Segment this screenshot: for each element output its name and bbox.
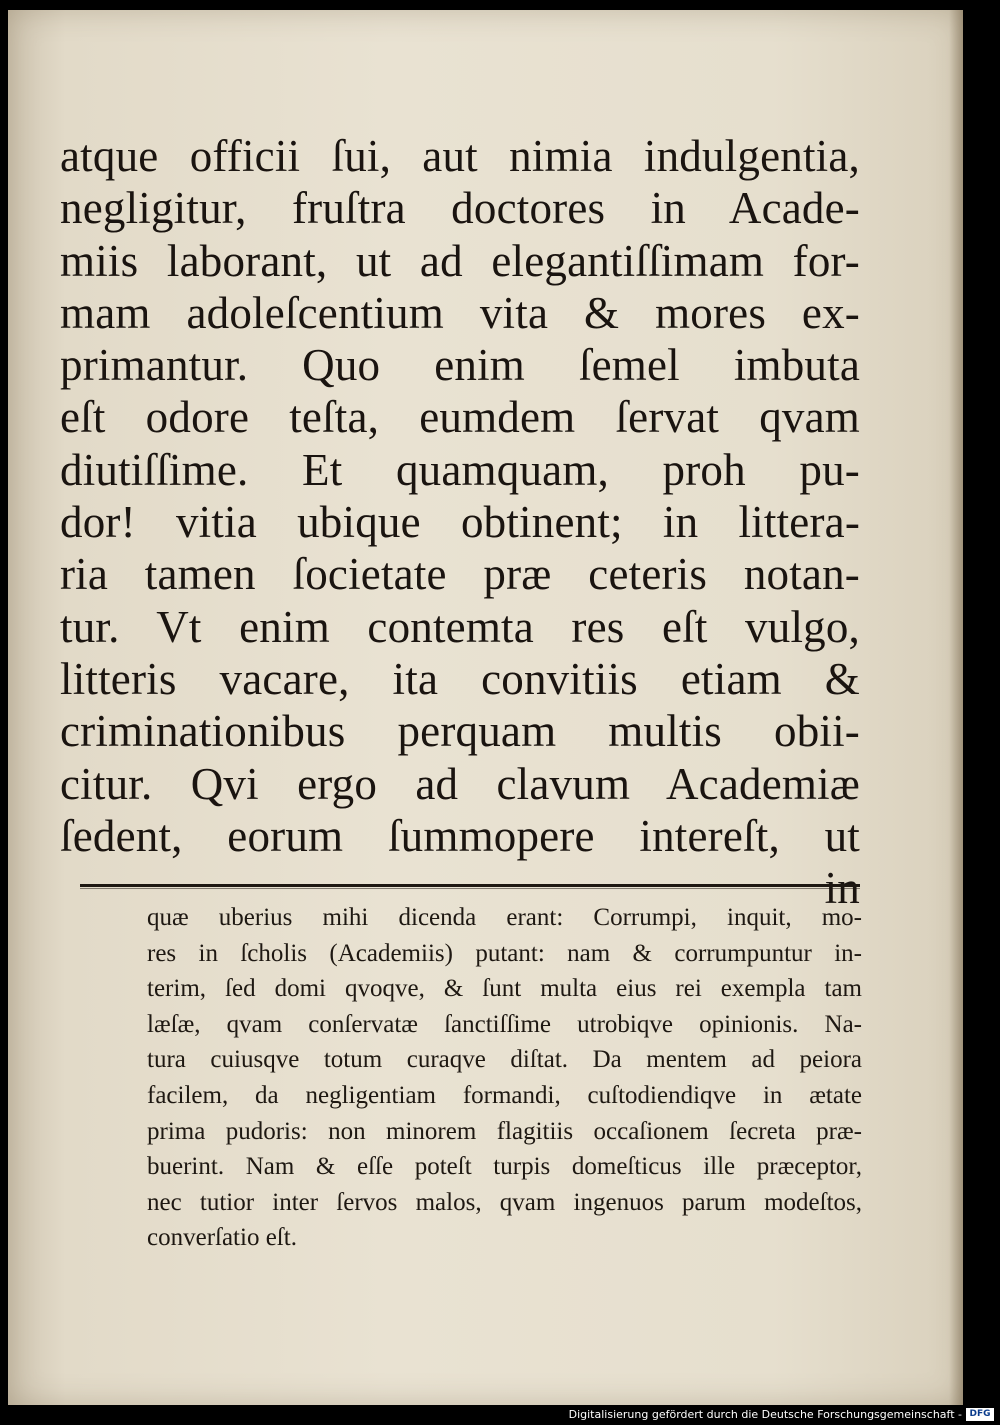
digitization-credit: Digitalisierung gefördert durch die Deutsche Forschungsgemeinschaft - bbox=[568, 1408, 962, 1421]
main-text-line: litteris vacare, ita convitiis etiam & bbox=[60, 653, 860, 704]
footnote-line: quæ uberius mihi dicenda erant: Corrumpi, inquit, mo- bbox=[147, 904, 862, 931]
footnote-line: terim, ſed domi qvoqve, & ſunt multa eius rei exempla tam bbox=[147, 975, 862, 1003]
footnote-line: læſæ, qvam conſervatæ ſanctiſſime utrobiqve opinionis. Na- bbox=[147, 1010, 862, 1038]
footnote-line: converſatio eſt. bbox=[147, 1224, 297, 1252]
footnote-separator-rule-thin bbox=[80, 888, 860, 889]
footnote-line: nec tutior inter ſervos malos, qvam ingenuos parum modeſtos, bbox=[147, 1188, 862, 1216]
main-text-line: diutiſſime. Et quamquam, proh pu- bbox=[60, 444, 860, 495]
main-text-line: eſt odore teſta, eumdem ſervat qvam bbox=[60, 392, 860, 443]
footnote-line: prima pudoris: non minorem flagitiis occaſionem ſecreta præ- bbox=[147, 1117, 862, 1145]
main-text-line: tur. Vt enim contemta res eſt vulgo, bbox=[60, 601, 860, 652]
main-text-line: ſedent, eorum ſummopere intereſt, ut bbox=[60, 810, 860, 861]
main-text-line: mam adoleſcentium vita & mores ex- bbox=[60, 287, 860, 338]
footnote-line: tura cuiusqve totum curaqve diſtat. Da mentem ad peiora bbox=[147, 1046, 862, 1074]
main-text-line: citur. Qvi ergo ad clavum Academiæ bbox=[60, 758, 860, 809]
footnote-line: res in ſcholis (Academiis) putant: nam & corrumpuntur in- bbox=[147, 939, 862, 967]
main-text-line: ria tamen ſocietate præ ceteris notan- bbox=[60, 549, 860, 600]
dfg-logo: DFG bbox=[966, 1408, 994, 1421]
footnote-separator-rule bbox=[80, 884, 860, 887]
page-edge-shadow bbox=[949, 10, 963, 1405]
main-text-line: negligitur, fruſtra doctores in Acade- bbox=[60, 183, 860, 234]
main-text-line: atque officii ſui, aut nimia indulgentia, bbox=[60, 131, 860, 181]
footnote-line: buerint. Nam & eſſe poteſt turpis domeſticus ille præceptor, bbox=[147, 1153, 862, 1181]
footnote-line: facilem, da negligentiam formandi, cuſtodiendiqve in ætate bbox=[147, 1081, 862, 1109]
main-text-line: criminationibus perquam multis obii- bbox=[60, 706, 860, 757]
footnote-block bbox=[147, 900, 862, 1256]
main-text-block bbox=[60, 130, 860, 914]
main-text-line: primantur. Quo enim ſemel imbuta bbox=[60, 340, 860, 391]
main-text-line: miis laborant, ut ad elegantiſſimam for- bbox=[60, 235, 860, 286]
main-text-line: dor! vitia ubique obtinent; in littera- bbox=[60, 497, 860, 548]
